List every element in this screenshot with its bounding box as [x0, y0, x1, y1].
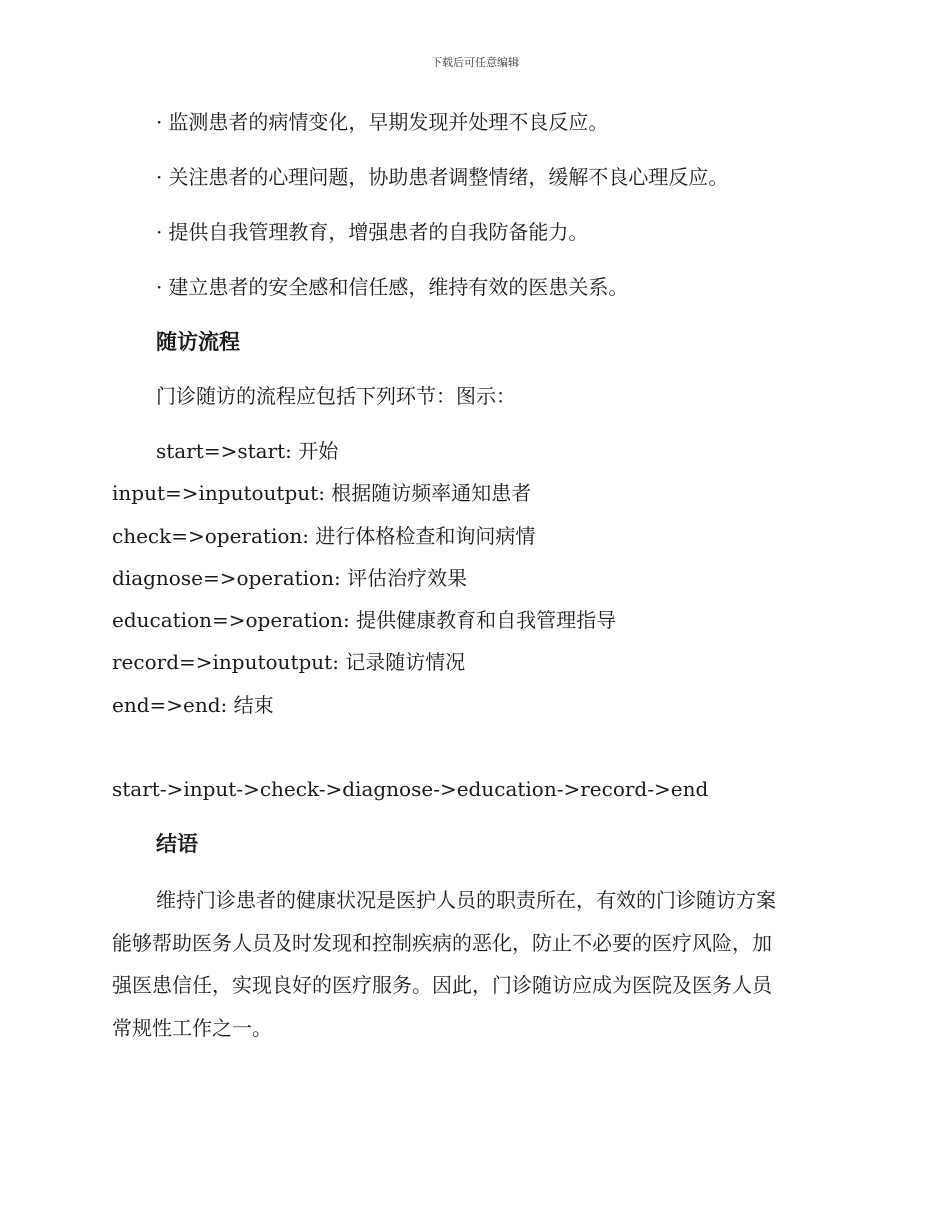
- paragraph-line: 能够帮助医务人员及时发现和控制疾病的恶化，防止不必要的医疗风险，加: [112, 930, 772, 955]
- bullet-text: 关注患者的心理问题，协助患者调整情绪，缓解不良心理反应。: [168, 165, 729, 189]
- conclusion-paragraph: [112, 884, 830, 1054]
- bullet-dot: ·: [156, 165, 163, 189]
- bullet-text: 提供自我管理教育，增强患者的自我防备能力。: [168, 220, 589, 244]
- bullet-item: [112, 108, 830, 163]
- followup-intro: 门诊随访的流程应包括下列环节：图示：: [156, 384, 516, 408]
- paragraph-line: 强医患信任，实现良好的医疗服务。因此，门诊随访应成为医院及医务人员: [112, 973, 772, 998]
- bullet-text: 监测患者的病情变化，早期发现并处理不良反应。: [168, 110, 609, 134]
- flow-definition: input=>inputoutput: 根据随访频率通知患者: [112, 481, 532, 506]
- spacer: [112, 733, 830, 775]
- flow-definition: education=>operation: 提供健康教育和自我管理指导: [112, 608, 617, 633]
- section-heading-followup: 随访流程: [156, 329, 240, 354]
- bullet-dot: ·: [156, 220, 163, 244]
- bullet-item: [112, 273, 830, 328]
- bullet-item: [112, 218, 830, 273]
- section-heading-conclusion: 结语: [156, 831, 198, 857]
- flow-sequence: start->input->check->diagnose->education->record->end: [112, 777, 709, 802]
- flow-definition: record=>inputoutput: 记录随访情况: [112, 650, 466, 675]
- flow-definition: end=>end: 结束: [112, 692, 274, 717]
- paragraph-line: 维持门诊患者的健康状况是医护人员的职责所在，有效的门诊随访方案: [156, 888, 776, 913]
- flow-definition: check=>operation: 进行体格检查和询问病情: [112, 523, 536, 548]
- flow-definition: diagnose=>operation: 评估治疗效果: [112, 565, 468, 590]
- bullet-dot: ·: [156, 110, 163, 134]
- document-content: [112, 108, 830, 1054]
- flow-definition: start=>start: 开始: [156, 439, 339, 463]
- header-note: 下载后可任意编辑: [431, 56, 519, 69]
- bullet-dot: ·: [156, 275, 163, 299]
- bullet-item: [112, 163, 830, 218]
- bullet-text: 建立患者的安全感和信任感，维持有效的医患关系。: [168, 275, 629, 299]
- paragraph-line: 常规性工作之一。: [112, 1015, 272, 1040]
